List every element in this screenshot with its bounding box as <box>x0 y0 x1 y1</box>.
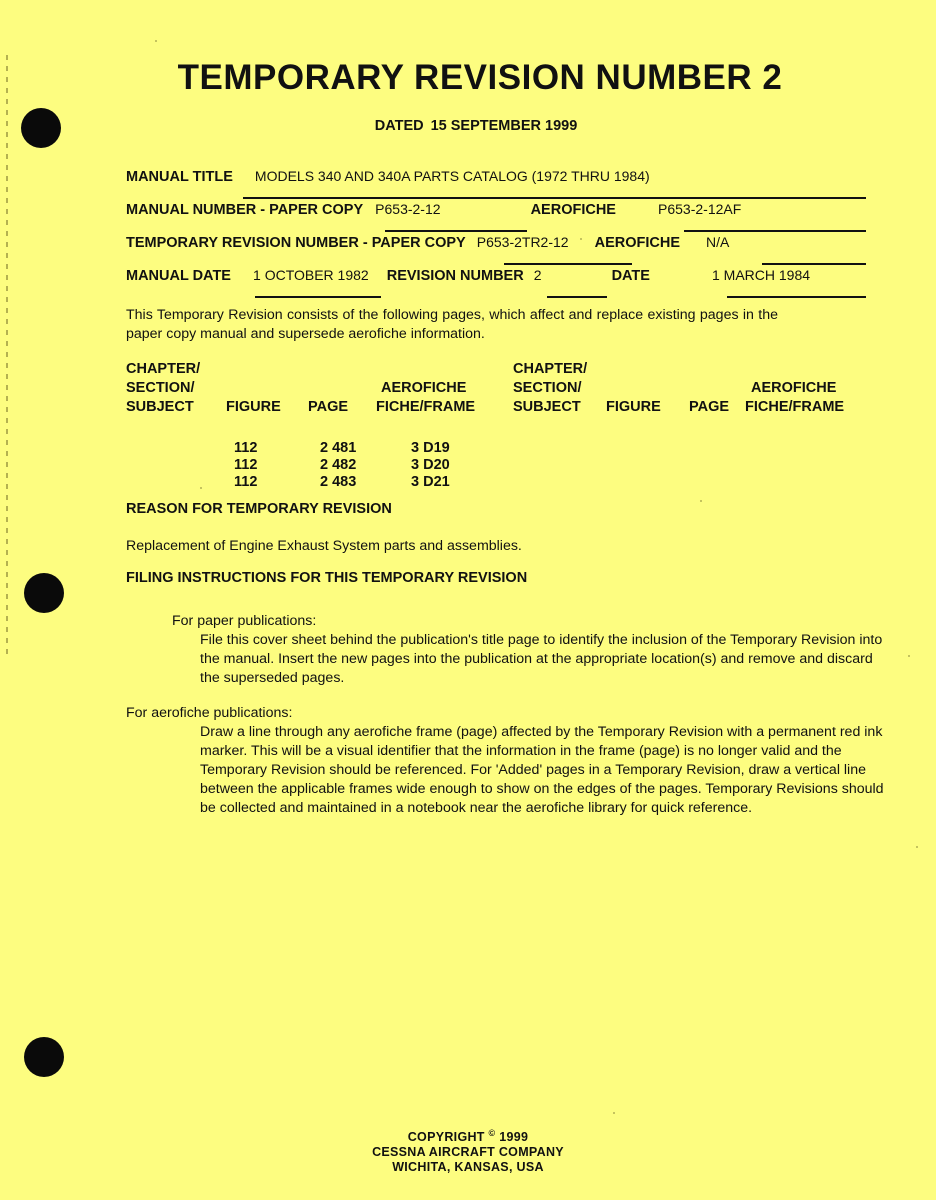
manual-number-aerofiche-label: AEROFICHE <box>530 202 616 218</box>
form-row-temporary-revision-number <box>126 234 868 267</box>
revision-number-rule <box>547 296 607 298</box>
copyright-footer <box>0 1126 936 1175</box>
manual-number-rule <box>385 230 527 232</box>
manual-identification-form <box>126 168 868 300</box>
header-left-page: PAGE <box>308 399 349 415</box>
form-row-manual-date <box>126 267 868 300</box>
company-location: WICHITA, KANSAS, USA <box>392 1160 544 1175</box>
filing-paper-body: File this cover sheet behind the publication's title page to identify the inclusion of the Temporary Revision into the manual. Insert the new pages into the publication at the appropriate location(s) and remove and discard the superseded pages. <box>200 632 883 686</box>
table-row <box>126 457 886 474</box>
date-value: 1 MARCH 1984 <box>712 267 811 283</box>
revision-number-label: REVISION NUMBER <box>386 268 524 284</box>
table-header-row <box>126 360 886 418</box>
form-row-manual-number <box>126 201 868 234</box>
header-left-aerofiche: AEROFICHE <box>381 380 467 396</box>
page-title: TEMPORARY REVISION NUMBER 2 <box>177 58 783 97</box>
manual-number-aerofiche-rule <box>684 230 866 232</box>
cell-fiche-frame: 3 D21 <box>411 474 450 490</box>
cell-page: 2 481 <box>320 440 357 456</box>
company-name: CESSNA AIRCRAFT COMPANY <box>372 1145 564 1160</box>
tr-aerofiche-rule <box>762 263 866 265</box>
reason-heading: REASON FOR TEMPORARY REVISION <box>126 501 392 517</box>
header-left-fiche-frame: FICHE/FRAME <box>376 399 476 415</box>
table-row <box>126 474 886 491</box>
tr-number-rule <box>504 263 632 265</box>
tr-number-label: TEMPORARY REVISION NUMBER - PAPER COPY <box>126 235 466 251</box>
header-right-fiche-frame: FICHE/FRAME <box>745 399 845 415</box>
manual-number-aerofiche-value: P653-2-12AF <box>658 201 742 217</box>
manual-title-value: MODELS 340 AND 340A PARTS CATALOG (1972 THRU 1984) <box>254 168 650 184</box>
binder-punch-hole-middle <box>24 573 64 613</box>
date-label: DATE <box>611 268 650 284</box>
header-right-aerofiche: AEROFICHE <box>751 380 837 396</box>
filing-aerofiche-body: Draw a line through any aerofiche frame (page) affected by the Temporary Revision with a permanent red ink marker. This will be a visual identifier that the information in the frame (page) is no longer valid and the Temporary Revision should be referenced. For 'Added' pages in a Temporary Revision, draw a vertical line between the applicable frames wide enough to show on the edges of the pages. Temporary Revisions should be collected and maintained in a notebook near the aerofiche library for quick reference. <box>200 724 884 816</box>
manual-number-value: P653-2-12 <box>375 201 441 217</box>
binder-punch-hole-bottom <box>24 1037 64 1077</box>
filing-aerofiche-label: For aerofiche publications: <box>126 705 293 721</box>
table-row <box>126 440 886 457</box>
dated-value: 15 SEPTEMBER 1999 <box>430 118 578 134</box>
manual-date-label: MANUAL DATE <box>126 268 231 284</box>
copyright-line <box>0 1126 936 1145</box>
manual-date-value: 1 OCTOBER 1982 <box>253 267 369 283</box>
cell-fiche-frame: 3 D20 <box>411 457 450 473</box>
table-body <box>126 440 886 491</box>
header-right-chapter: CHAPTER/ <box>513 361 588 377</box>
tr-number-value: P653-2TR2-12 <box>476 234 569 250</box>
tr-aerofiche-value: N/A <box>706 234 730 250</box>
header-left-subject: SUBJECT <box>126 399 194 415</box>
filing-instructions-heading: FILING INSTRUCTIONS FOR THIS TEMPORARY REVISION <box>126 570 528 586</box>
dated-line <box>0 118 936 134</box>
header-right-figure: FIGURE <box>606 399 661 415</box>
copyright-year: 1999 <box>499 1130 529 1145</box>
cell-fiche-frame: 3 D19 <box>411 440 450 456</box>
dated-label: DATED <box>374 118 424 134</box>
header-right-page: PAGE <box>689 399 730 415</box>
copyright-symbol: © <box>488 1128 496 1138</box>
header-left-chapter: CHAPTER/ <box>126 361 201 377</box>
manual-title-label: MANUAL TITLE <box>126 169 233 185</box>
page-edge-scan-line <box>6 55 8 655</box>
tr-aerofiche-label: AEROFICHE <box>594 235 681 251</box>
header-right-subject: SUBJECT <box>513 399 581 415</box>
manual-title-rule <box>243 197 866 199</box>
manual-number-label: MANUAL NUMBER - PAPER COPY <box>126 202 364 218</box>
reason-body: Replacement of Engine Exhaust System parts and assemblies. <box>126 538 522 554</box>
header-left-section: SECTION/ <box>126 380 195 396</box>
intro-paragraph: This Temporary Revision consists of the following pages, which affect and replace existing pages in the paper copy manual and supersede aerofiche information. <box>126 307 778 342</box>
cell-figure: 112 <box>234 474 258 490</box>
cell-page: 2 482 <box>320 457 357 473</box>
affected-pages-tables <box>126 360 886 491</box>
copyright-word: COPYRIGHT <box>407 1130 485 1145</box>
form-row-manual-title <box>126 168 868 201</box>
header-right-section: SECTION/ <box>513 380 582 396</box>
cell-page: 2 483 <box>320 474 357 490</box>
date-rule <box>727 296 866 298</box>
cell-figure: 112 <box>234 440 258 456</box>
revision-number-value: 2 <box>533 267 542 283</box>
cell-figure: 112 <box>234 457 258 473</box>
filing-paper-label: For paper publications: <box>172 613 317 629</box>
manual-date-rule <box>255 296 381 298</box>
header-left-figure: FIGURE <box>226 399 281 415</box>
